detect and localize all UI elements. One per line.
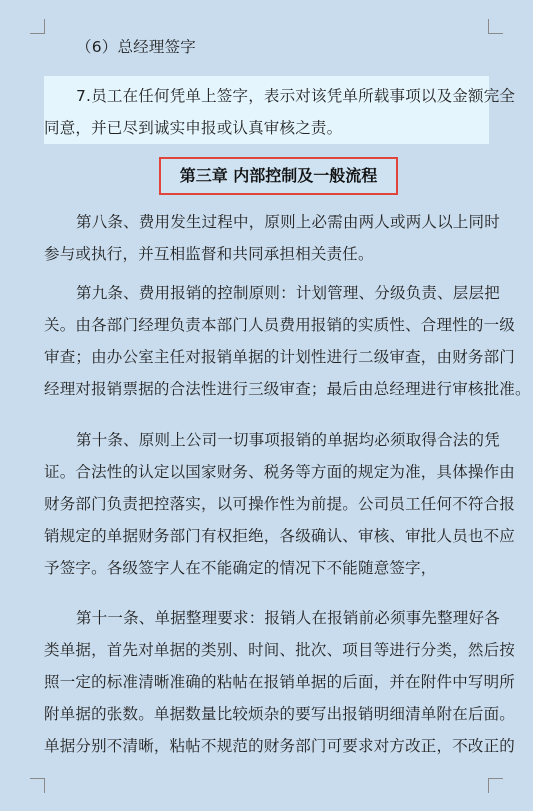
paragraph-line: 单据分别不清晰，粘帖不规范的财务部门可要求对方改正，不改正的	[44, 737, 516, 755]
page-corner-mark	[488, 19, 503, 34]
paragraph-line: 参与或执行，并互相监督和共同承担相关责任。	[44, 245, 374, 263]
paragraph-line: 审查；由办公室主任对报销单据的计划性进行二级审查，由财务部门	[44, 348, 516, 366]
page-corner-mark	[30, 19, 45, 34]
paragraph-line: 第九条、费用报销的控制原则：计划管理、分级负责、层层把	[76, 284, 500, 302]
clause-line: 7.员工在任何凭单上签字，表示对该凭单所载事项以及金额完全	[76, 87, 516, 105]
paragraph-line: 照一定的标准清晰准确的粘帖在报销单据的后面，并在附件中写明所	[44, 673, 516, 691]
paragraph-line: 第八条、费用发生过程中，原则上必需由两人或两人以上同时	[76, 213, 500, 231]
paragraph-line: 第十一条、单据整理要求：报销人在报销前必须事先整理好各	[76, 609, 500, 627]
clause-line: 同意，并已尽到诚实申报或认真审核之责。	[44, 119, 343, 137]
section-item: （6）总经理签字	[76, 38, 196, 56]
paragraph-line: 经理对报销票据的合法性进行三级审查；最后由总经理进行审核批准。	[44, 380, 531, 398]
paragraph-line: 附单据的张数。单据数量比较烦杂的要写出报销明细清单附在后面。	[44, 705, 516, 723]
paragraph-line: 证。合法性的认定以国家财务、税务等方面的规定为准，具体操作由	[44, 463, 516, 481]
paragraph-line: 销规定的单据财务部门有权拒绝，各级确认、审核、审批人员也不应	[44, 527, 516, 545]
paragraph-line: 予签字。各级签字人在不能确定的情况下不能随意签字，	[44, 559, 437, 577]
paragraph-line: 关。由各部门经理负责本部门人员费用报销的实质性、合理性的一级	[44, 316, 516, 334]
paragraph-line: 第十条、原则上公司一切事项报销的单据均必须取得合法的凭	[76, 431, 500, 449]
paragraph-line: 类单据，首先对单据的类别、时间、批次、项目等进行分类，然后按	[44, 641, 516, 659]
page-corner-mark	[30, 778, 45, 793]
page-corner-mark	[488, 778, 503, 793]
chapter-title: 第三章 内部控制及一般流程	[179, 166, 378, 185]
paragraph-line: 财务部门负责把控落实，以可操作性为前提。公司员工任何不符合报	[44, 495, 516, 513]
